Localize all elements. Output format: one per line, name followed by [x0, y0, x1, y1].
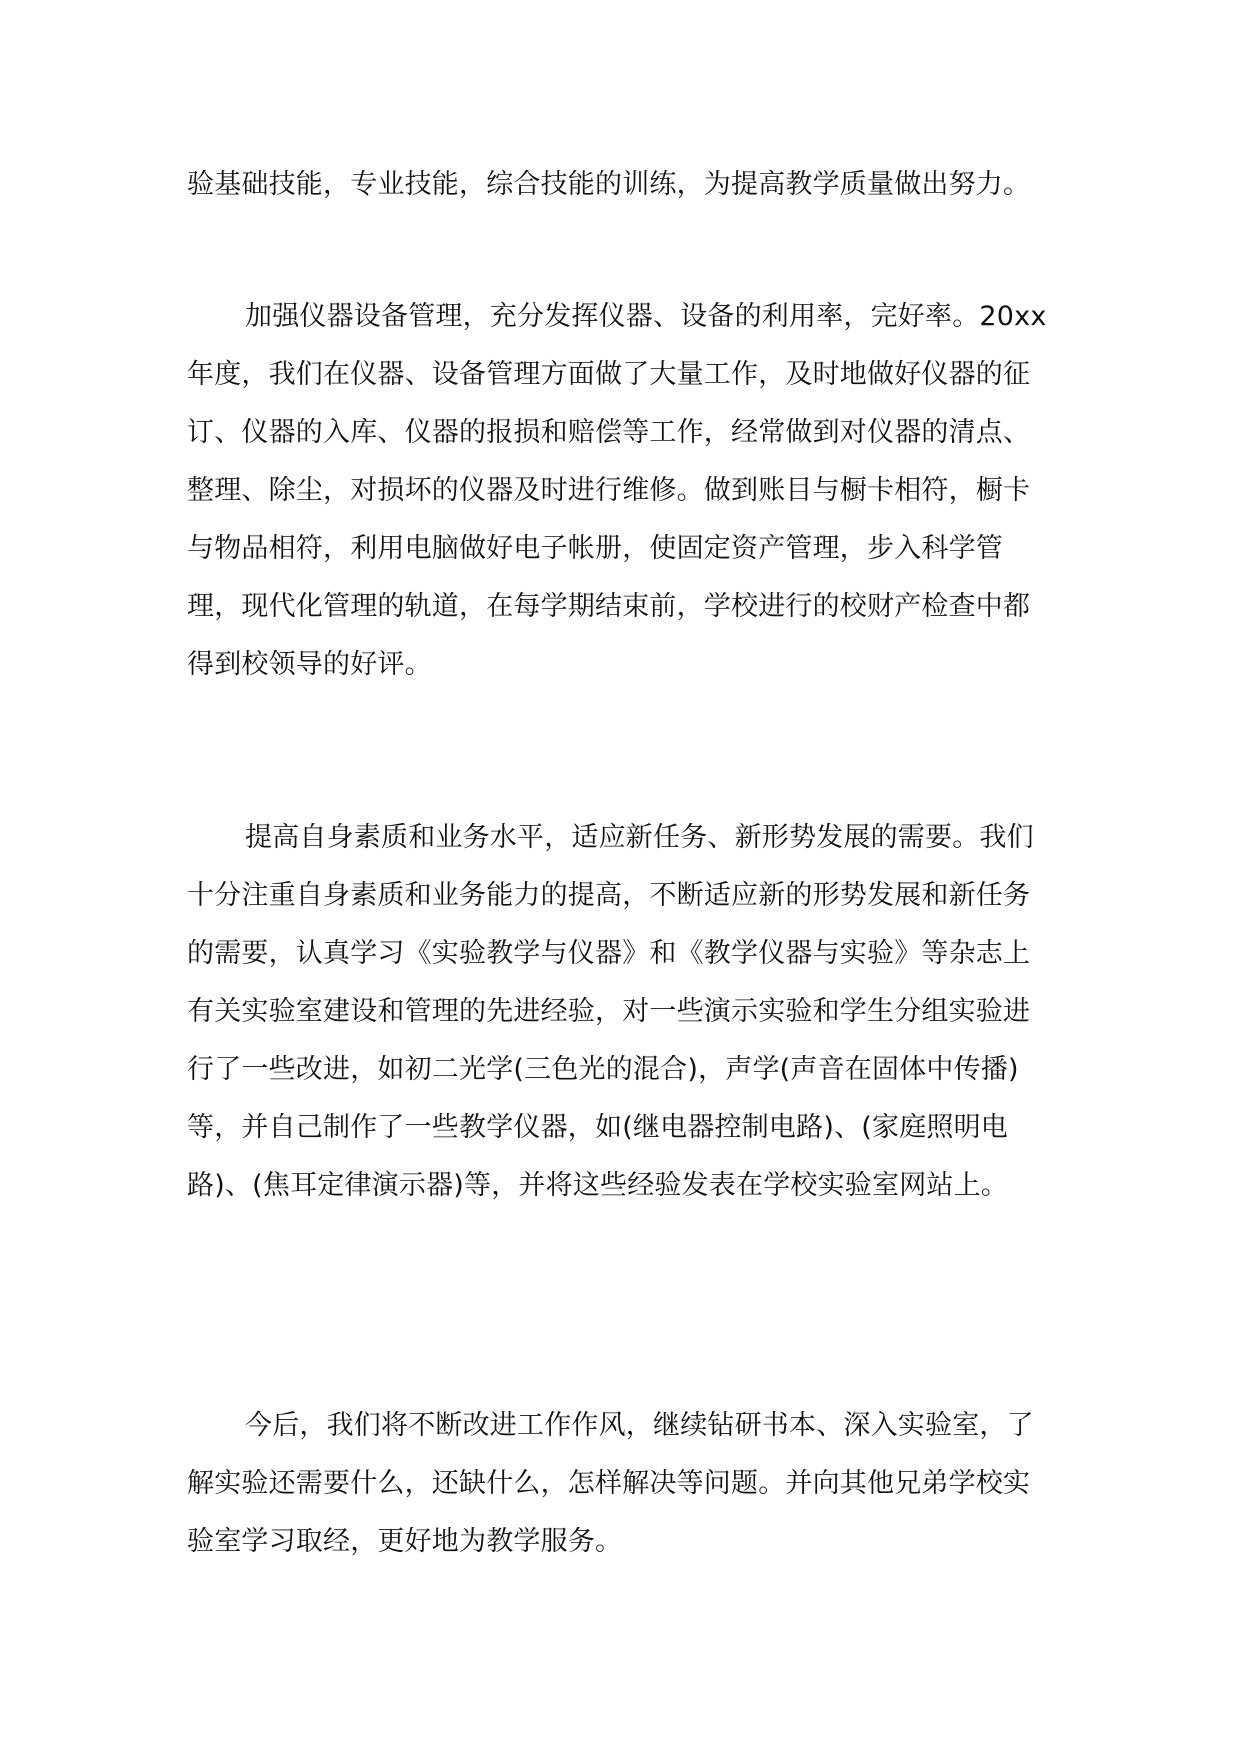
paragraph-self-improvement: 提高自身素质和业务水平，适应新任务、新形势发展的需要。我们十分注重自身素质和业务能力的提高，不断适应新的形势发展和新任务的需要，认真学习《实验教学与仪器》和《教学仪器与实验》等杂志上有关实验室建设和管理的先进经验，对一些演示实验和学生分组实验进行了一些改进，如初二光学(三色光的混合)，声学(声音在固体中传播)等，并自己制作了一些教学仪器，如(继电器控制电路)、(家庭照明电路)、(焦耳定律演示器)等，并将这些经验发表在学校实验室网站上。 [187, 822, 1034, 1201]
paragraph-equipment-management: 加强仪器设备管理，充分发挥仪器、设备的利用率，完好率。20xx年度，我们在仪器、设备管理方面做了大量工作，及时地做好仪器的征订、仪器的入库、仪器的报损和赔偿等工作，经常做到对仪器的清点、整理、除尘，对损坏的仪器及时进行维修。做到账目与橱卡相符，橱卡与物品相符，利用电脑做好电子帐册，使固定资产管理，步入科学管理，现代化管理的轨道，在每学期结束前，学校进行的校财产检查中都得到校领导的好评。 [187, 301, 1047, 680]
paragraph-continuation: 验基础技能，专业技能，综合技能的训练，为提高教学质量做出努力。 [187, 169, 1031, 200]
paragraph-future-plans: 今后，我们将不断改进工作作风，继续钻研书本、深入实验室，了解实验还需要什么，还缺什么，怎样解决等问题。并向其他兄弟学校实验室学习取经，更好地为教学服务。 [187, 1410, 1034, 1557]
